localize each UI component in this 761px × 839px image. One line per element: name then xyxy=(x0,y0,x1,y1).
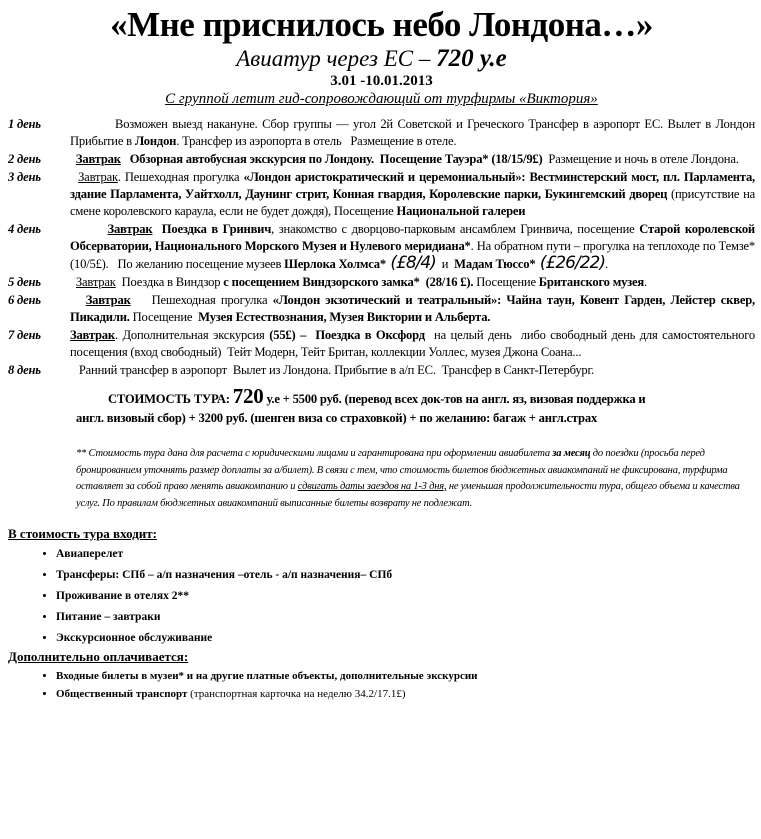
day-row xyxy=(8,169,758,220)
text-segment: (55£) – Поездка в Оксфорд xyxy=(269,328,425,342)
text-segment: Британского музея xyxy=(538,275,645,289)
day-description xyxy=(70,169,758,220)
day-label: 8 день xyxy=(8,363,41,377)
extra-item xyxy=(56,685,755,703)
day-row xyxy=(8,292,758,326)
text-segment: Посещение xyxy=(129,310,199,324)
price-details: у.е + 5500 руб. (перевод всех док-тов на англ. яз, визовая поддержка и англ. визовый сбор) + 3200 руб. (шенген виза со страховкой) + по желанию: багаж + англ.страх xyxy=(76,392,646,425)
page-title: «Мне приснилось небо Лондона…» xyxy=(110,5,653,44)
included-list xyxy=(8,544,755,649)
footnote-bold: за месяц xyxy=(552,448,591,459)
included-item: • Экскурсионное обслуживание xyxy=(56,628,755,649)
text-segment: Возможен выезд накануне. Сбор группы — угол 2й Советской и Греческого Трансфер в аэропорт ЕС. Вылет в Лондон Прибытие в xyxy=(70,117,761,148)
day-row xyxy=(8,116,761,150)
text-segment: на целый день либо свободный день для самостоятельного посещения (вход свободный) Тейт Модерн, Тейт Британ, коллекции Уоллес, музея Джона Соана... xyxy=(70,328,758,359)
text-segment: Посещение xyxy=(473,275,539,289)
included-item: • Авиаперелет xyxy=(56,544,755,565)
price-label: СТОИМОСТЬ ТУРА: xyxy=(108,392,233,406)
text-segment: Пешеходная прогулка xyxy=(130,293,273,307)
extra-item-title: Общественный транспорт xyxy=(56,688,188,700)
text-segment: «Лондон аристократический и церемониальный»: Вестминстерский мост, пл. Парламента, здание Парламента, Уайтхолл, Даунинг стрит, Конная гвардия, Королевские парки, Букингемский дворец xyxy=(70,170,758,201)
day-label: 6 день xyxy=(8,293,41,307)
text-segment: Музея Естествознания, Музея Виктории и Альберта. xyxy=(198,310,491,324)
day-label: 7 день xyxy=(8,328,41,342)
text-segment: Завтрак xyxy=(85,293,131,307)
text-segment: Завтрак xyxy=(70,328,115,342)
text-segment: Ранний трансфер в аэропорт Вылет из Лондона. Прибытие в а/п ЕС. Трансфер в Санкт-Петербург. xyxy=(70,363,595,377)
day-row xyxy=(8,151,755,168)
day-row xyxy=(8,221,758,273)
day-description xyxy=(70,116,761,150)
extra-item xyxy=(56,667,755,685)
day-label: 5 день xyxy=(8,275,41,289)
text-segment xyxy=(70,170,78,184)
footnote-text: до поездки (просьба перед бронированием уточнять размер доплаты за а/билет). В связи с тем, что стоимость билетов бюджетных авиакомпаний не фиксирована, турфирма оставляет за собой право менять авиакомпанию и xyxy=(76,448,728,492)
text-segment: . Трансфер из аэропорта в отель Размещение в отеле. xyxy=(176,134,457,148)
text-segment: Лондон xyxy=(134,134,177,148)
text-segment: Поездка в Виндзор xyxy=(115,275,224,289)
itinerary xyxy=(8,116,761,379)
text-segment: , знакомство с дворцово-парковым ансамблем Гринвича, посещение xyxy=(271,222,640,236)
text-segment: Завтрак xyxy=(75,275,116,289)
text-segment: и xyxy=(435,257,455,271)
day-label: 1 день xyxy=(8,117,41,131)
day-row xyxy=(8,274,755,291)
extra-item-title: Входные билеты в музеи* и на другие платные объекты, дополнительные экскурсии xyxy=(56,670,478,682)
subtitle-text: Авиатур через ЕС – xyxy=(236,46,437,71)
text-segment: Завтрак xyxy=(75,152,121,166)
included-item: • Проживание в отелях 2** xyxy=(56,586,755,607)
day-description xyxy=(70,221,758,273)
footnote xyxy=(76,446,755,512)
text-segment: . Дополнительная экскурсия xyxy=(114,328,270,342)
day-label: 3 день xyxy=(8,170,41,184)
included-item: • Питание – завтраки xyxy=(56,607,755,628)
extra-item-note: (транспортная карточка на неделю 34.2/17.1£) xyxy=(187,688,406,700)
document xyxy=(0,4,761,703)
day-description xyxy=(70,327,758,361)
text-segment: Шерлока Холмса* xyxy=(284,257,386,271)
text-segment: с посещением Виндзорского замка* (28/16 £). xyxy=(223,275,474,289)
text-segment: (присутствие на смене королевского караула, если не будет дождя), Посещение xyxy=(70,187,758,218)
day-label: 2 день xyxy=(8,152,41,166)
extra-list xyxy=(8,667,755,703)
day-row xyxy=(8,362,755,379)
subtitle-price: 720 у.е xyxy=(436,45,507,72)
price-amount: 720 xyxy=(232,384,264,408)
text-segment xyxy=(70,293,86,307)
text-segment: . xyxy=(605,257,608,271)
text-segment: Старой королевской Обсерватории, Национального Морского Музея и Нулевого меридиана* xyxy=(70,222,758,253)
text-segment: (£26/22) xyxy=(535,253,605,273)
day-label: 4 день xyxy=(8,222,41,236)
guide-note: С группой летит гид-сопровождающий от турфирмы «Виктория» xyxy=(165,91,598,107)
text-segment: . xyxy=(644,275,647,289)
day-description xyxy=(70,292,758,326)
text-segment: Обзорная автобусная экскурсия по Лондону. Посещение Тауэра* (18/15/9£) xyxy=(120,152,543,166)
text-segment: . Пешеходная прогулка xyxy=(117,170,244,184)
text-segment: (£8/4) xyxy=(385,253,436,273)
text-segment: Завтрак xyxy=(107,222,153,236)
text-segment: . На обратном пути – прогулка на теплоходе по Темзе*(10/5£). По желанию посещение музеев xyxy=(70,239,755,271)
tour-dates: 3.01 -10.01.2013 xyxy=(330,73,433,89)
extra-heading: Дополнительно оплачивается: xyxy=(8,649,189,664)
included-item: • Трансферы: СПб – а/п назначения –отель - а/п назначения– СПб xyxy=(56,565,755,586)
text-segment: Размещение и ночь в отеле Лондона. xyxy=(542,152,739,166)
text-segment: «Лондон экзотический и театральный»: Чайна таун, Ковент Гарден, Лейстер сквер, Пикадили. xyxy=(70,293,758,324)
tour-price xyxy=(76,384,676,428)
footnote-underlined: сдвигать даты заездов на 1-3 дня, xyxy=(297,481,447,492)
text-segment: Завтрак xyxy=(78,170,118,184)
subtitle xyxy=(0,46,755,72)
text-segment xyxy=(70,222,108,236)
text-segment: Национальной галереи xyxy=(396,204,526,218)
included-heading: В стоимость тура входит: xyxy=(8,526,157,541)
day-description xyxy=(70,151,755,168)
text-segment: Мадам Тюссо* xyxy=(454,257,536,271)
footnote-text: не уменьшая продолжительности тура, общего объема и качества услуг. По правилам бюджетных авиакомпаний выписанные билеты возврату не подлежат. xyxy=(76,481,740,509)
day-description xyxy=(70,362,755,379)
text-segment: Поездка в Гринвич xyxy=(152,222,272,236)
footnote-text: ** Стоимость тура дана для расчета с юридическими лицами и гарантирована при оформлении авиабилета xyxy=(76,448,553,459)
day-description xyxy=(70,274,755,291)
day-row xyxy=(8,327,758,361)
